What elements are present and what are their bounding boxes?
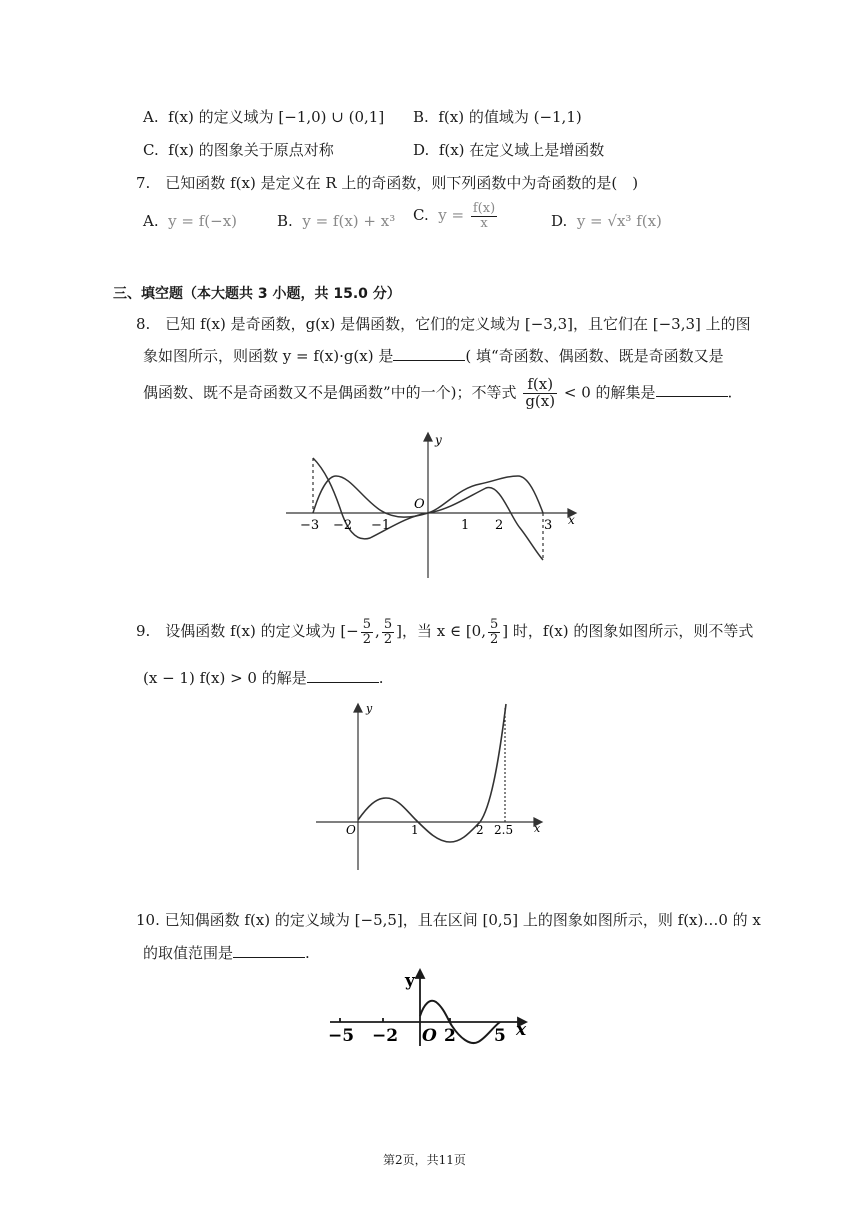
- q9-answer-blank: [307, 668, 379, 683]
- q7-option-a: A. y = f(−x): [143, 212, 238, 230]
- q8-axis-y-label: y: [435, 433, 442, 447]
- q9-tick-label: 2.5: [494, 823, 514, 837]
- q8-line1: 8. 已知 f(x) 是奇函数，g(x) 是偶函数，它们的定义域为 [−3,3]，且它们在 [−3,3] 上的图: [136, 315, 751, 333]
- section-heading: 三、填空题（本大题共 3 小题，共 15.0 分）: [113, 286, 401, 302]
- q10-axis-y-label: y: [405, 971, 415, 991]
- q6-option-b: B. f(x) 的值域为 (−1,1): [413, 108, 582, 126]
- q8-tick-label: 2: [495, 518, 504, 533]
- q8-answer-blank-1: [393, 346, 465, 361]
- q8-line2: 象如图所示，则函数 y = f(x)·g(x) 是 ( 填“奇函数、偶函数、既是奇函数又是: [143, 347, 724, 365]
- q9-tick-label: 2: [476, 823, 484, 837]
- q8-y-arrow: [424, 433, 432, 441]
- q8-tick-label: 3: [544, 518, 553, 533]
- q8-graph: [280, 428, 590, 583]
- q8-line3: 偶函数、既不是奇函数又不是偶函数”中的一个)；不等式 $\frac{f(x)}{g(x)}$ < 0 的解集是 .: [143, 375, 733, 410]
- q8-tick-label: −1: [371, 518, 391, 533]
- q10-line2: 的取值范围是 .: [143, 944, 310, 962]
- q7-stem: 7. 已知函数 f(x) 是定义在 R 上的奇函数，则下列函数中为奇函数的是( ): [136, 174, 639, 192]
- q9-axis-y-label: y: [366, 702, 373, 715]
- q9-axis-x-label: x: [534, 822, 541, 835]
- q7-option-c: C. y = $\frac{f(x)}{x}$: [413, 201, 496, 231]
- q6-option-d: D. f(x) 在定义域上是增函数: [413, 141, 605, 159]
- q10-answer-blank: [233, 943, 305, 958]
- q8-axis-x-label: x: [568, 513, 575, 527]
- q8-origin-label: O: [414, 497, 425, 512]
- q10-graph: [320, 964, 540, 1050]
- q7-option-b: B. y = f(x) + x³: [277, 212, 396, 230]
- q8-tick-label: −2: [333, 518, 353, 533]
- q9-line2: (x − 1) f(x) > 0 的解是 .: [143, 669, 384, 687]
- q8-tick-label: 1: [461, 518, 470, 533]
- q9-graph: [310, 698, 550, 876]
- page-footer: 第2页，共11页: [383, 1153, 466, 1167]
- q8-tick-label: −3: [300, 518, 320, 533]
- q10-tick-label: 2: [444, 1026, 456, 1046]
- q10-tick-label: 5: [494, 1026, 506, 1046]
- q9-curve: [358, 704, 506, 842]
- q10-origin-label: O: [422, 1026, 437, 1046]
- q6-option-c: C. f(x) 的图象关于原点对称: [143, 141, 334, 159]
- q8-answer-blank-2: [656, 382, 728, 397]
- q7-option-d: D. y = √x³ f(x): [551, 212, 662, 230]
- q9-line1: 9. 设偶函数 f(x) 的定义域为 [− $\frac{5}{2}$ , $\frac{5}{2}$ ]，当 x ∈ [0, $\frac{5}{2}$ ] 时，f(x) 的图象如图所示，则不等式: [136, 617, 754, 647]
- q10-y-arrow: [416, 970, 424, 978]
- q10-tick-label: −2: [372, 1026, 399, 1046]
- q10-tick-label: −5: [328, 1026, 355, 1046]
- q9-origin-label: O: [346, 823, 356, 837]
- q10-axis-x-label: x: [516, 1020, 527, 1040]
- q9-y-arrow: [354, 704, 362, 712]
- q10-line1: 10. 已知偶函数 f(x) 的定义域为 [−5,5]，且在区间 [0,5] 上的图象如图所示，则 f(x)…0 的 x: [136, 911, 761, 929]
- q9-tick-label: 1: [411, 823, 419, 837]
- q6-option-a: A. f(x) 的定义域为 [−1,0) ∪ (0,1]: [143, 108, 385, 126]
